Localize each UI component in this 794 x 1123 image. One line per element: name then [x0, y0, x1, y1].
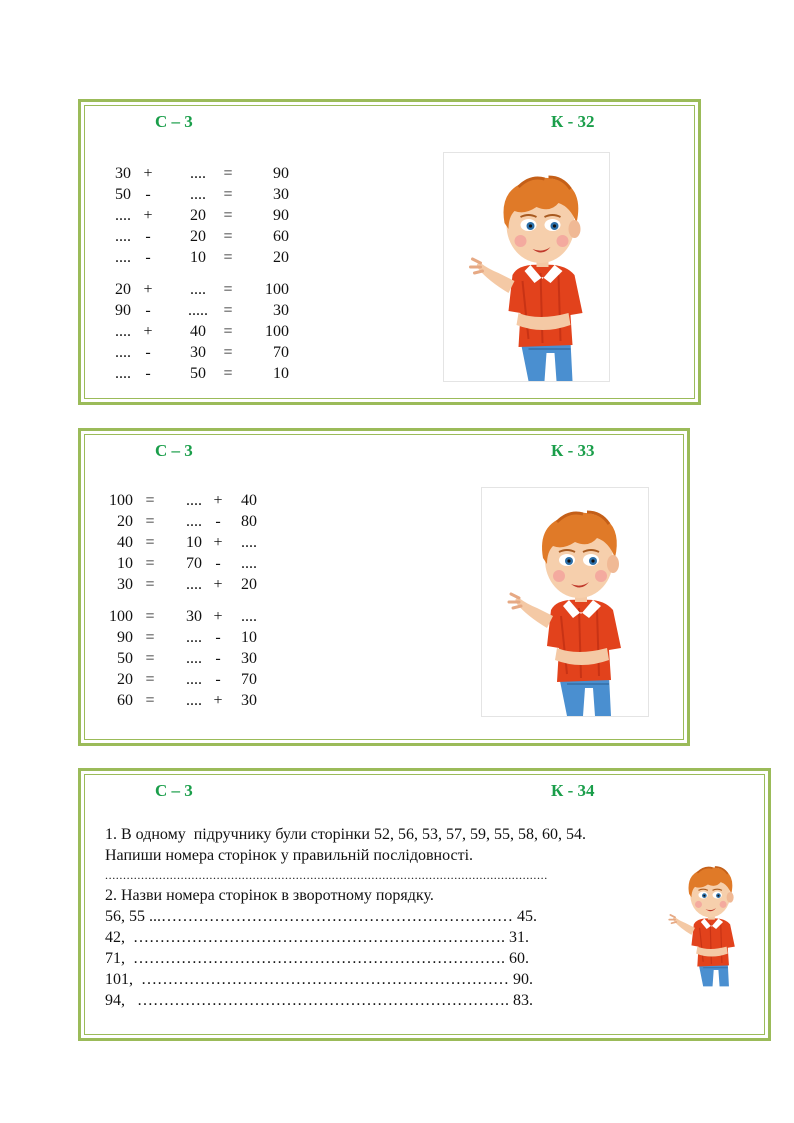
equation-term: ....	[186, 650, 202, 667]
equation-term: 40	[190, 323, 206, 340]
equation-term: ....	[186, 492, 202, 509]
equation-operator: =	[145, 629, 155, 646]
equation-operator: -	[215, 650, 221, 667]
equation-operator: =	[145, 576, 155, 593]
answer-line: ...........................................................................................................................	[105, 868, 548, 882]
boy-illustration	[482, 488, 648, 716]
equation-term: 30	[241, 692, 257, 709]
equation-term: ....	[241, 608, 257, 625]
equation-operator: =	[223, 165, 233, 182]
equation-operator: =	[145, 513, 155, 530]
equation-term: 30	[190, 344, 206, 361]
equation-operator: =	[145, 534, 155, 551]
equation-operator: +	[143, 207, 153, 224]
equation-term: ....	[186, 692, 202, 709]
equation-term: 40	[117, 534, 133, 551]
equation-term: ....	[115, 249, 131, 266]
equation-term: 70	[241, 671, 257, 688]
equation-term: 20	[190, 228, 206, 245]
equation-term: 60	[117, 692, 133, 709]
equation-term: 50	[117, 650, 133, 667]
equation-operator: -	[145, 302, 151, 319]
equation-operator: -	[145, 249, 151, 266]
equation-term: 20	[190, 207, 206, 224]
equation-operator: =	[223, 281, 233, 298]
equation-term: 90	[273, 207, 289, 224]
equation-term: 90	[117, 629, 133, 646]
sequence-line: 94, ……………………………………………………………. 83.	[105, 992, 533, 1009]
equation-term: 10	[241, 629, 257, 646]
equation-operator: +	[143, 281, 153, 298]
equation-operator: +	[213, 608, 223, 625]
equation-operator: -	[215, 555, 221, 572]
equation-operator: +	[213, 492, 223, 509]
equation-term: 90	[273, 165, 289, 182]
equation-operator: +	[143, 323, 153, 340]
equation-term: 20	[241, 576, 257, 593]
equation-term: ....	[115, 323, 131, 340]
boy-illustration	[444, 153, 609, 381]
equation-operator: -	[145, 344, 151, 361]
equation-term: 10	[190, 249, 206, 266]
equation-operator: -	[145, 228, 151, 245]
equation-term: ....	[186, 671, 202, 688]
equation-operator: +	[143, 165, 153, 182]
equation-term: ....	[190, 186, 206, 203]
equation-operator: -	[215, 629, 221, 646]
equation-term: 70	[273, 344, 289, 361]
equation-term: 40	[241, 492, 257, 509]
equation-term: 100	[109, 608, 133, 625]
card-k33	[78, 428, 690, 746]
boy-picture	[481, 487, 649, 717]
equation-term: 30	[273, 186, 289, 203]
equation-term: 30	[115, 165, 131, 182]
boy-picture	[443, 152, 610, 382]
card-code: К - 33	[551, 441, 595, 460]
equation-term: 60	[273, 228, 289, 245]
equation-term: 100	[109, 492, 133, 509]
equation-operator: =	[223, 186, 233, 203]
card-k32	[78, 99, 701, 405]
sequence-line: 56, 55 ...………………………………………………………… 45.	[105, 908, 537, 925]
equation-term: 30	[186, 608, 202, 625]
series-label: С – 3	[155, 441, 193, 460]
task1-text: 1. В одному підручнику були сторінки 52, 56, 53, 57, 59, 55, 58, 60, 54.	[105, 826, 586, 843]
equation-term: ....	[115, 207, 131, 224]
equation-operator: =	[145, 650, 155, 667]
card-k34	[78, 768, 771, 1041]
equation-operator: =	[145, 555, 155, 572]
equation-term: 20	[117, 671, 133, 688]
task1-instruction: Напиши номера сторінок у правильній послідовності.	[105, 847, 474, 864]
equation-operator: =	[145, 692, 155, 709]
equation-operator: =	[223, 365, 233, 382]
equation-operator: =	[223, 228, 233, 245]
equation-operator: -	[145, 365, 151, 382]
equation-term: 90	[115, 302, 131, 319]
task2-text: 2. Назви номера сторінок в зворотному порядку.	[105, 887, 434, 904]
equation-term: 20	[117, 513, 133, 530]
boy-illustration	[661, 847, 743, 997]
equation-term: 80	[241, 513, 257, 530]
equation-term: 10	[273, 365, 289, 382]
card-code: К - 34	[551, 781, 595, 800]
equation-operator: =	[223, 302, 233, 319]
equation-operator: -	[215, 671, 221, 688]
equation-term: 10	[186, 534, 202, 551]
equation-operator: =	[223, 249, 233, 266]
series-label: С – 3	[155, 112, 193, 131]
equation-term: 20	[273, 249, 289, 266]
equation-term: 10	[117, 555, 133, 572]
equation-term: .....	[188, 302, 208, 319]
equation-term: ....	[115, 365, 131, 382]
equation-operator: =	[223, 344, 233, 361]
equation-operator: =	[223, 323, 233, 340]
equation-term: ....	[115, 228, 131, 245]
equation-term: 100	[265, 323, 289, 340]
equation-term: ....	[190, 281, 206, 298]
equation-term: ....	[115, 344, 131, 361]
sequence-line: 71, ……………………………………………………………. 60.	[105, 950, 529, 967]
sequence-line: 42, ……………………………………………………………. 31.	[105, 929, 529, 946]
equation-operator: +	[213, 692, 223, 709]
equation-term: 20	[115, 281, 131, 298]
equation-term: 50	[190, 365, 206, 382]
series-label: С – 3	[155, 781, 193, 800]
equation-operator: -	[215, 513, 221, 530]
equation-term: 30	[241, 650, 257, 667]
equation-operator: =	[145, 608, 155, 625]
equation-term: ....	[241, 534, 257, 551]
equation-term: ....	[241, 555, 257, 572]
equation-term: 30	[117, 576, 133, 593]
equation-term: 100	[265, 281, 289, 298]
equation-operator: +	[213, 534, 223, 551]
equation-operator: -	[145, 186, 151, 203]
equation-term: ....	[186, 576, 202, 593]
equation-term: 70	[186, 555, 202, 572]
equation-term: 30	[273, 302, 289, 319]
equation-term: ....	[190, 165, 206, 182]
card-code: К - 32	[551, 112, 595, 131]
equation-operator: +	[213, 576, 223, 593]
equation-term: 50	[115, 186, 131, 203]
equation-term: ....	[186, 629, 202, 646]
equation-operator: =	[145, 492, 155, 509]
equation-term: ....	[186, 513, 202, 530]
boy-picture	[661, 847, 743, 997]
equation-operator: =	[223, 207, 233, 224]
equation-operator: =	[145, 671, 155, 688]
sequence-line: 101, …………………………………………………………… 90.	[105, 971, 533, 988]
